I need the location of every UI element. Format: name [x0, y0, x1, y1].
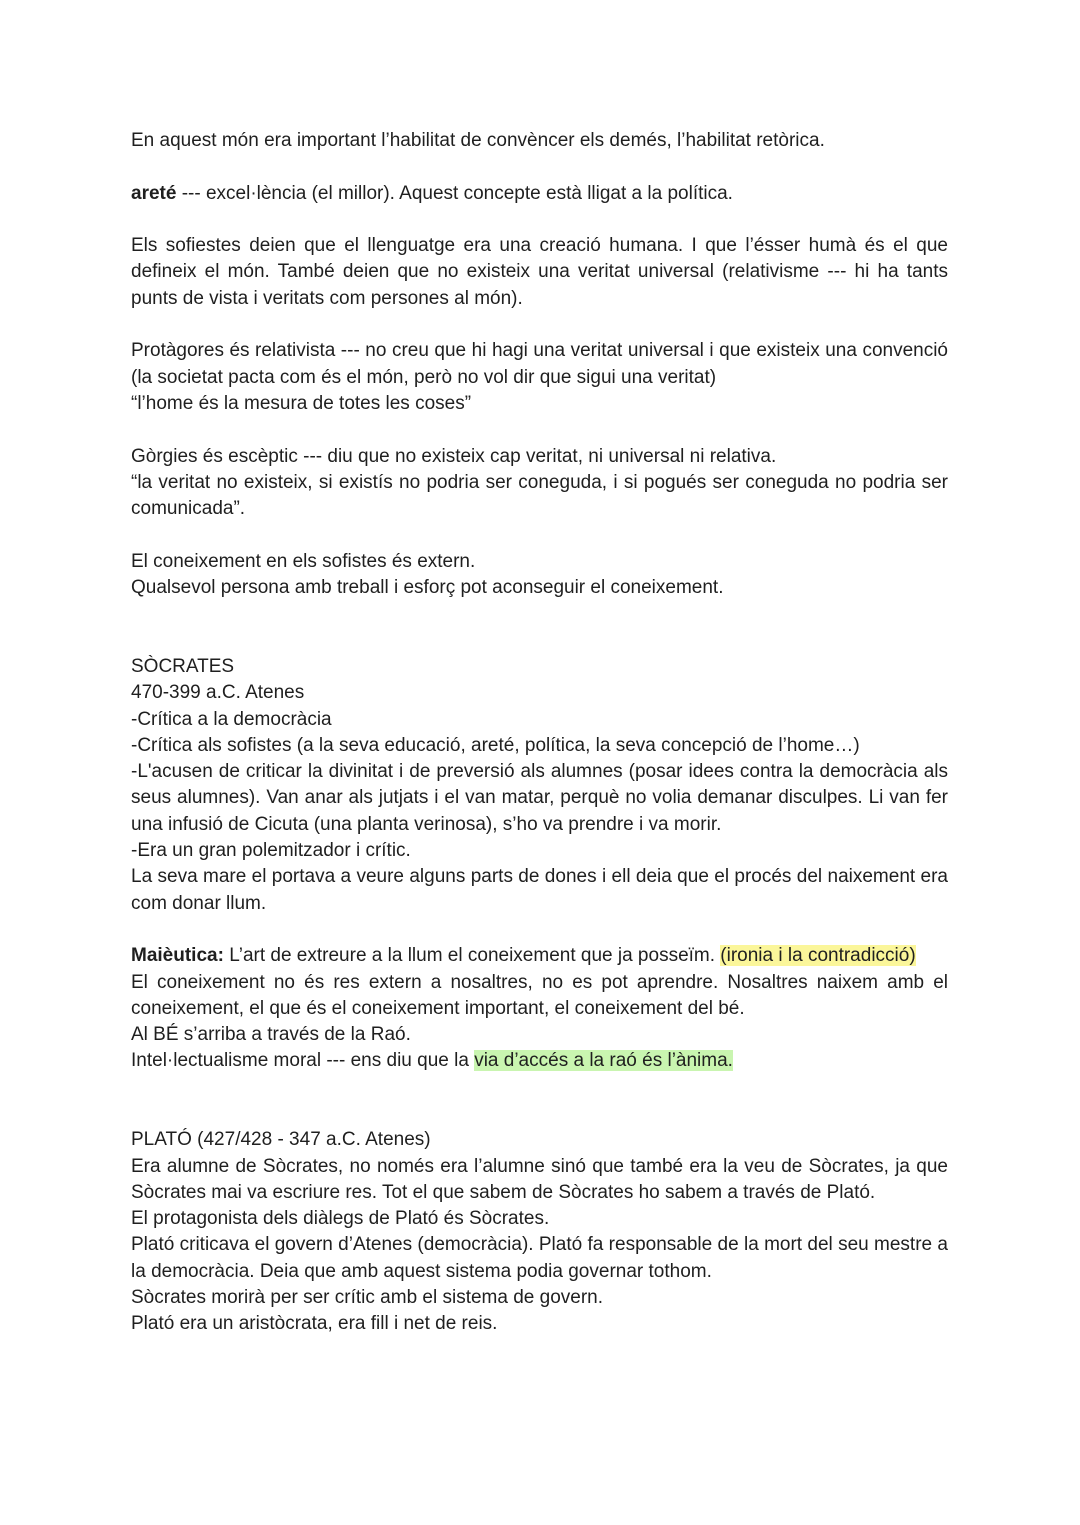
plato-paragraph: Plató era un aristòcrata, era fill i net de reis. [131, 1313, 498, 1335]
socrates-dates: 470-399 a.C. Atenes [131, 682, 305, 704]
maieutica-term: Maièutica: [131, 945, 224, 967]
document-page [131, 128, 948, 1338]
maieutica-highlight: (ironia i la contradicció) [720, 945, 916, 967]
socrates-item: -Crítica a la democràcia [131, 708, 332, 730]
protagoras-paragraph: Protàgores és relativista --- no creu que hi hagi una veritat universal i que existeix una convenció (la societat pacta com és el món, però no vol dir que sigui una veritat) [131, 340, 948, 388]
socrates-item: -Era un gran polemitzador i crític. [131, 840, 411, 862]
protagoras-quote: “l’home és la mesura de totes les coses” [131, 392, 472, 414]
arete-term: areté [131, 182, 177, 204]
knowledge-external: El coneixement en els sofistes és extern. [131, 550, 476, 572]
intellectualism-prefix: Intel·lectualisme moral --- ens diu que la [131, 1050, 475, 1072]
rhetoric-paragraph: En aquest món era important l’habilitat de convèncer els demés, l’habilitat retòrica. [131, 130, 825, 151]
knowledge-inner-paragraph: El coneixement no és res extern a nosaltres, no es pot aprendre. Nosaltres naixem amb el coneixement, el que és el coneixement important, el coneixement del bé. [131, 971, 948, 1019]
plato-paragraph: Plató criticava el govern d’Atenes (democràcia). Plató fa responsable de la mort del seu mestre a la democràcia. Deia que amb aquest sistema podia governar tothom. [131, 1234, 948, 1282]
good-reason-paragraph: Al BÉ s’arriba a través de la Raó. [131, 1024, 411, 1046]
knowledge-effort: Qualsevol persona amb treball i esforç pot aconseguir el coneixement. [131, 577, 724, 599]
gorgias-paragraph: Gòrgies és escèptic --- diu que no existeix cap veritat, ni universal ni relativa. [131, 445, 777, 467]
gorgias-quote: “la veritat no existeix, si existís no podria ser coneguda, i si pogués ser coneguda no podria ser comunicada”. [131, 471, 948, 520]
socrates-item: -Crítica als sofistes (a la seva educació, areté, política, la seva concepció de l’home…) [131, 734, 860, 756]
intellectualism-paragraph [131, 1048, 948, 1074]
socrates-item: -L'acusen de criticar la divinitat i de preversió als alumnes (posar idees contra la democràcia als seus alumnes). Van anar als jutjats i el van matar, perquè no volia demanar disculpes. Li van fer una infusió de Cicuta (una planta verinosa), s’ho va prendre i va morir. [131, 761, 948, 835]
plato-paragraph: Era alumne de Sòcrates, no només era l’alumne sinó que també era la veu de Sòcrates, ja que Sòcrates mai va escriure res. Tot el que sabem de Sòcrates ho sabem a través de Plató. [131, 1155, 948, 1203]
plato-paragraph: Sòcrates morirà per ser crític amb el sistema de govern. [131, 1287, 604, 1309]
intellectualism-highlight: via d’accés a la raó és l’ànima. [474, 1050, 733, 1072]
plato-paragraph: El protagonista dels diàlegs de Plató és Sòcrates. [131, 1208, 550, 1230]
arete-paragraph [131, 181, 948, 207]
socrates-title: SÒCRATES [131, 655, 235, 677]
sophists-paragraph: Els sofiestes deien que el llenguatge era una creació humana. I que l’ésser humà és el que defineix el món. També deien que no existeix una veritat universal (relativisme --- hi ha tants punts de vista i veritats com persones al món). [131, 235, 948, 309]
socrates-mother-paragraph: La seva mare el portava a veure alguns parts de dones i ell deia que el procés del naixement era com donar llum. [131, 866, 948, 914]
maieutica-paragraph [131, 943, 948, 969]
arete-definition: --- excel·lència (el millor). Aquest concepte està lligat a la política. [176, 182, 733, 204]
plato-title: PLATÓ (427/428 - 347 a.C. Atenes) [131, 1129, 431, 1151]
maieutica-definition: L’art de extreure a la llum el coneixement que ja posseïm. [223, 945, 721, 967]
